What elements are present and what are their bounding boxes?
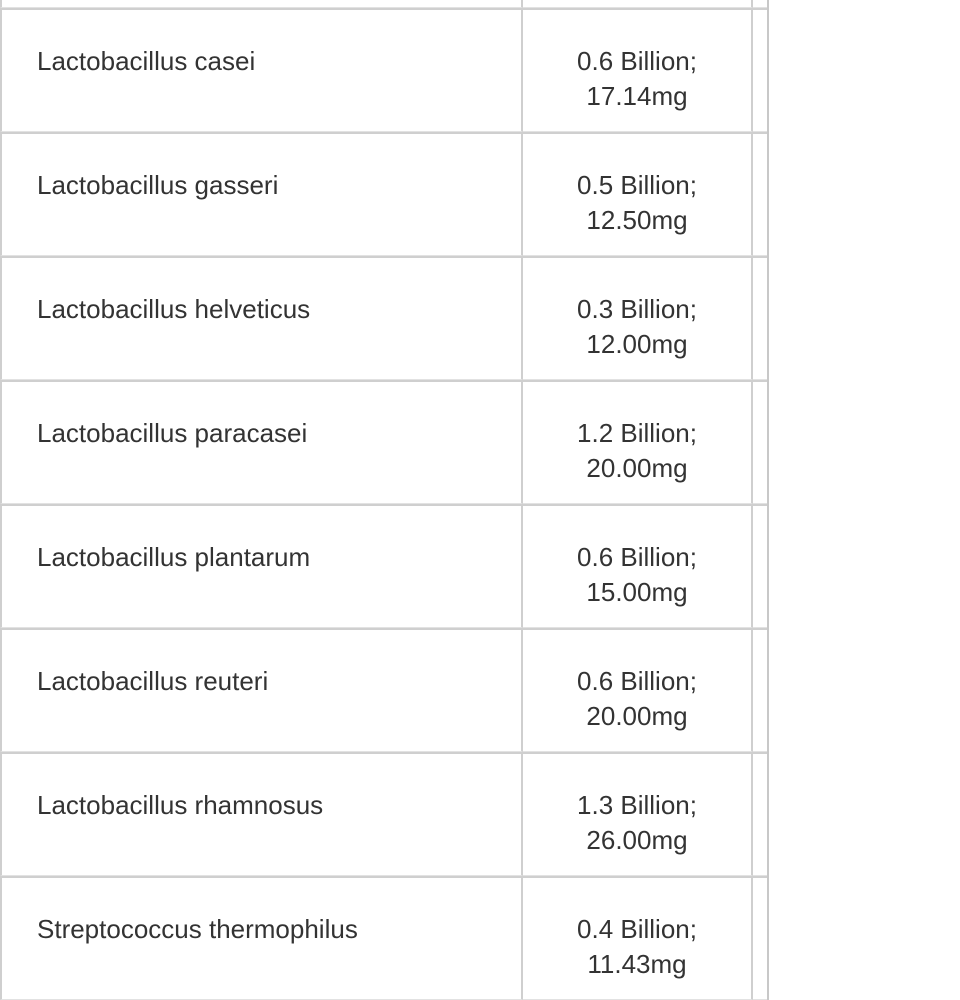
table-edge-cell — [753, 0, 767, 8]
strain-weight: 17.14mg — [586, 81, 688, 111]
strain-name: Streptococcus thermophilus — [37, 914, 358, 944]
strain-name: Lactobacillus plantarum — [37, 542, 311, 572]
table-edge-cell — [753, 132, 767, 256]
table-edge-cell — [753, 876, 767, 1000]
strain-amount-cell — [523, 752, 753, 876]
table-edge-cell — [753, 752, 767, 876]
strain-amount-cell — [523, 132, 753, 256]
strain-weight: 12.50mg — [586, 205, 688, 235]
table-row — [0, 0, 767, 8]
strain-name: Lactobacillus rhamnosus — [37, 790, 324, 820]
strain-name-cell — [0, 256, 523, 380]
table-row — [0, 8, 767, 132]
strain-name-cell — [0, 132, 523, 256]
table-row — [0, 256, 767, 380]
strain-name: Lactobacillus reuteri — [37, 666, 269, 696]
table-edge-cell — [753, 8, 767, 132]
strain-weight: 20.00mg — [586, 701, 688, 731]
table-edge-cell — [753, 504, 767, 628]
strain-count: 1.2 Billion; — [577, 418, 697, 448]
strain-name: Lactobacillus gasseri — [37, 170, 279, 200]
strain-count: 0.6 Billion; — [577, 666, 697, 696]
strain-name: Lactobacillus casei — [37, 46, 256, 76]
strain-amount-cell — [523, 628, 753, 752]
strain-weight: 20.00mg — [586, 453, 688, 483]
strain-count: 0.6 Billion; — [577, 46, 697, 76]
strain-weight: 26.00mg — [586, 825, 688, 855]
strain-count: 0.5 Billion; — [577, 170, 697, 200]
strain-name-cell — [0, 628, 523, 752]
table-edge-cell — [753, 628, 767, 752]
strain-amount-cell — [523, 0, 753, 8]
strain-amount-cell — [523, 876, 753, 1000]
strain-name-cell — [0, 504, 523, 628]
strain-weight: 11.43mg — [587, 949, 687, 979]
strain-name: Lactobacillus paracasei — [37, 418, 308, 448]
strain-name-cell — [0, 876, 523, 1000]
table-row — [0, 504, 767, 628]
strain-amount-cell — [523, 504, 753, 628]
table-edge-cell — [753, 380, 767, 504]
strain-count: 0.6 Billion; — [577, 542, 697, 572]
strain-amount-cell — [523, 8, 753, 132]
strain-count: 0.3 Billion; — [577, 294, 697, 324]
strain-weight: 12.00mg — [586, 329, 688, 359]
table-row — [0, 380, 767, 504]
strain-amount-cell — [523, 380, 753, 504]
strain-name: Lactobacillus helveticus — [37, 294, 311, 324]
table-row — [0, 132, 767, 256]
table-row — [0, 752, 767, 876]
strain-name-cell — [0, 380, 523, 504]
strain-count: 0.4 Billion; — [577, 914, 697, 944]
strain-name-cell — [0, 0, 523, 8]
strain-name-cell — [0, 752, 523, 876]
table-edge-cell — [753, 256, 767, 380]
strain-amount-cell — [523, 256, 753, 380]
table-row — [0, 876, 767, 1000]
strain-name-cell — [0, 8, 523, 132]
strain-count: 1.3 Billion; — [577, 790, 697, 820]
table-row — [0, 628, 767, 752]
strain-weight: 15.00mg — [586, 577, 688, 607]
